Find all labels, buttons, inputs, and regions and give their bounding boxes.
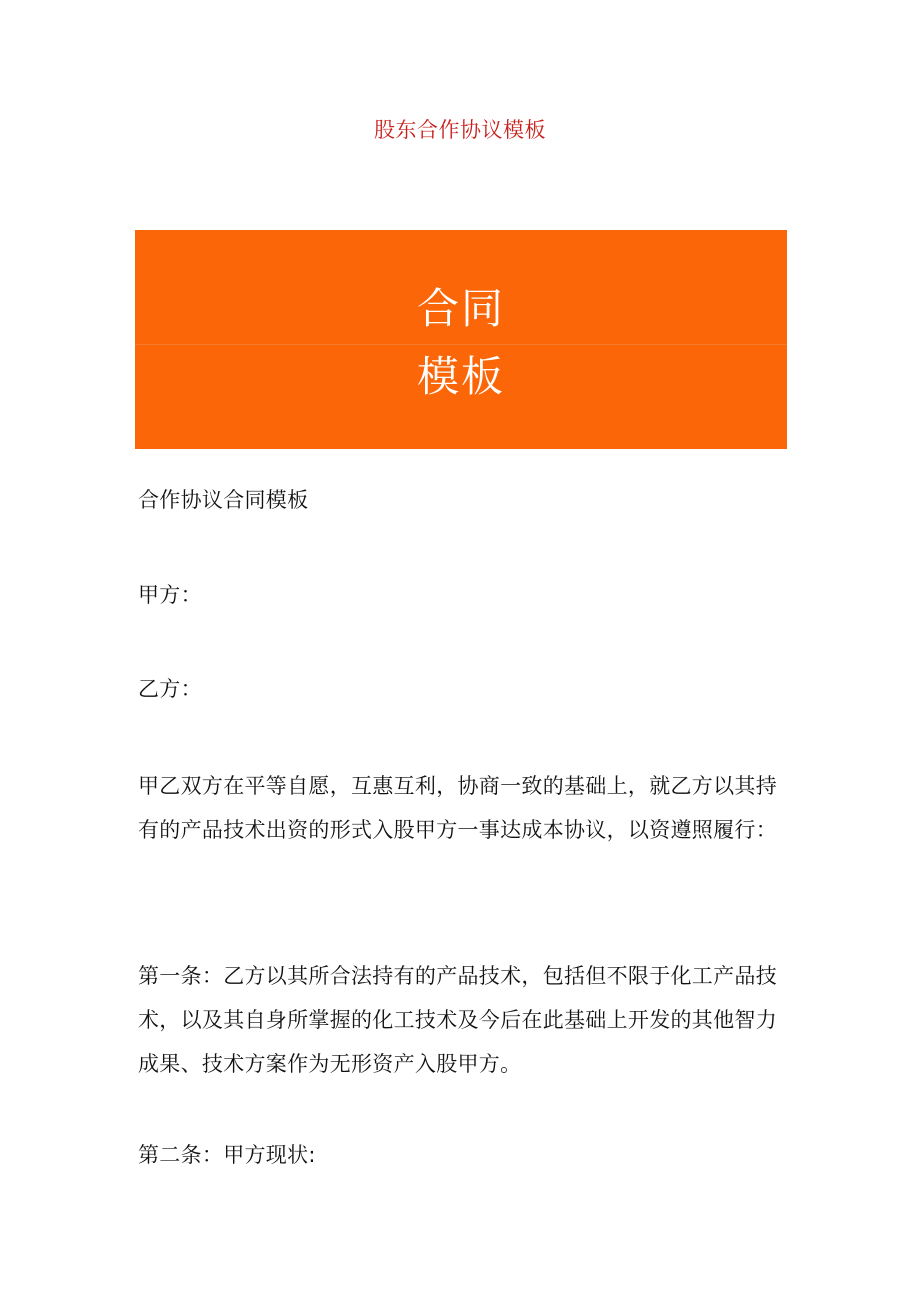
page-title: 股东合作协议模板 — [374, 118, 546, 142]
party-a-label: 甲方： — [138, 583, 202, 607]
article-1-paragraph: 第一条：乙方以其所合法持有的产品技术，包括但不限于化工产品技术，以及其自身所掌握的化工技术及今后在此基础上开发的其他智力成果、技术方案作为无形资产入股甲方。 — [138, 964, 777, 1076]
party-b-label: 乙方： — [138, 677, 202, 701]
cover-divider — [135, 344, 787, 345]
document-title: 合作协议合同模板 — [138, 488, 309, 512]
cover-banner — [135, 230, 787, 449]
intro-paragraph: 甲乙双方在平等自愿，互惠互利，协商一致的基础上，就乙方以其持有的产品技术出资的形式入股甲方一事达成本协议，以资遵照履行： — [138, 774, 777, 842]
cover-title-line-1: 合同 — [416, 284, 505, 333]
article-2-paragraph: 第二条：甲方现状: — [138, 1143, 316, 1167]
cover-title-line-2: 模板 — [416, 352, 505, 401]
